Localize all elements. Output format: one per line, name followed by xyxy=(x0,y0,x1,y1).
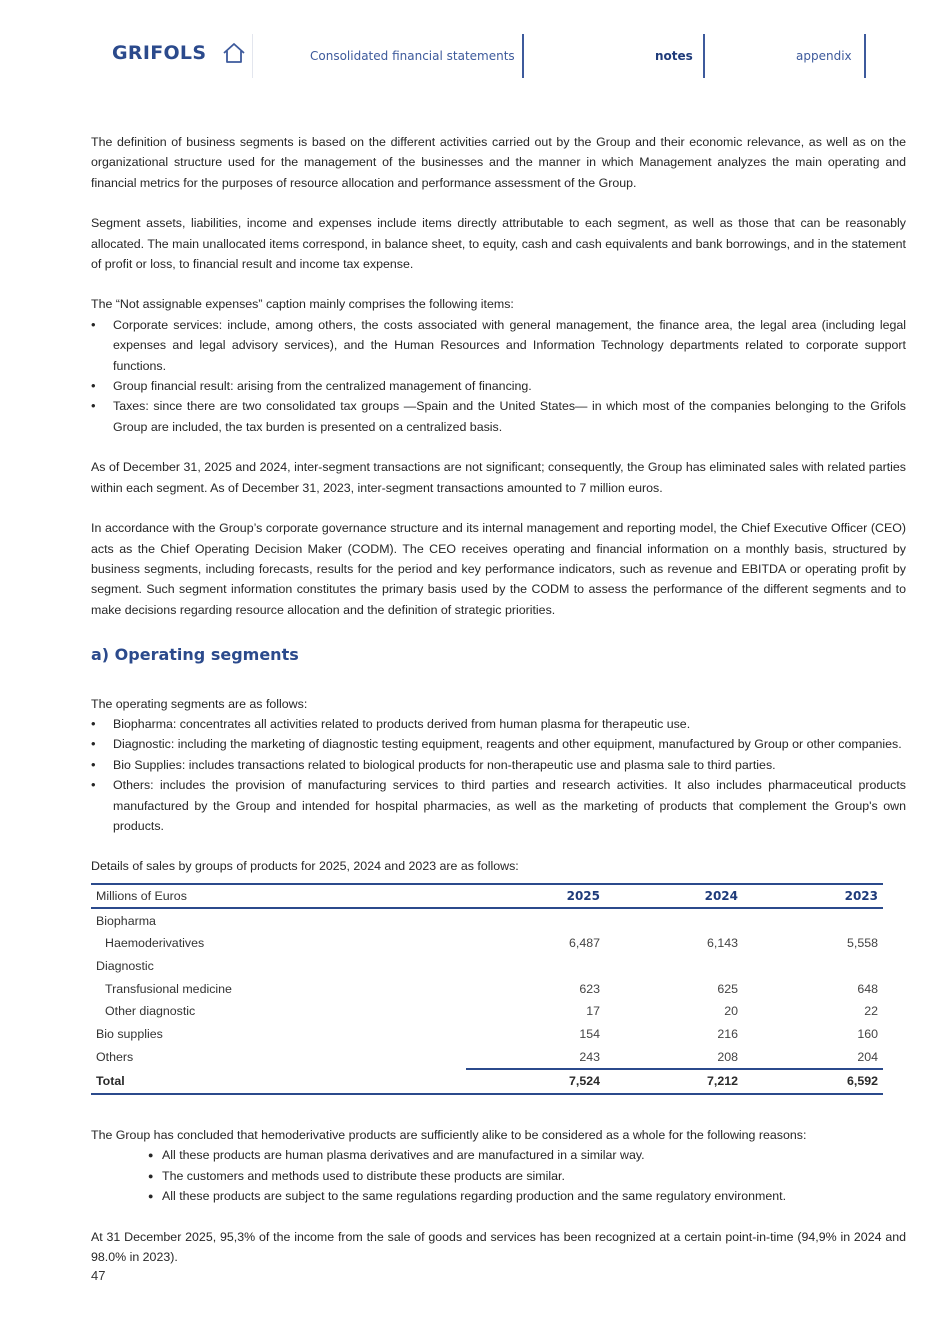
cell-value xyxy=(605,955,743,978)
paragraph-hemoderivative-intro: The Group has concluded that hemoderivative products are sufficiently alike to be considered as a whole for the following reasons: xyxy=(91,1127,807,1142)
total-value: 7,212 xyxy=(605,1069,743,1094)
paragraph-inter-segment: As of December 31, 2025 and 2024, inter-segment transactions are not significant; consequently, the Group has eliminated sales with related parties within each segment. As of December 31, 2023, inter-segment transactions amounted to 7 million euros. xyxy=(91,460,906,495)
cell-value: 17 xyxy=(586,1004,600,1019)
grifols-logo[interactable]: GRIFOLS xyxy=(112,42,207,64)
header-divider xyxy=(864,34,866,78)
operating-segments-list xyxy=(91,714,906,836)
table-row xyxy=(91,932,883,955)
header-divider xyxy=(252,34,253,78)
table-row xyxy=(91,1000,883,1023)
cell-value xyxy=(743,955,883,978)
header-divider xyxy=(522,34,524,78)
row-label: Others xyxy=(96,1050,134,1065)
header-divider xyxy=(703,34,705,78)
paragraph-point-in-time: At 31 December 2025, 95,3% of the income from the sale of goods and services has been recognized at a certain point-in-time (94,9% in 2024 and 98.0% in 2023). xyxy=(91,1229,906,1264)
row-label: Biopharma xyxy=(96,913,156,928)
cell-value: 160 xyxy=(857,1027,878,1042)
cell-value: 625 xyxy=(717,981,738,996)
table-row xyxy=(91,978,883,1001)
total-label: Total xyxy=(91,1069,466,1094)
row-label: Diagnostic xyxy=(96,958,154,973)
cell-value: 204 xyxy=(857,1049,878,1064)
cell-value xyxy=(605,908,743,932)
list-item: ● All these products are human plasma derivatives and are manufactured in a similar way. xyxy=(148,1145,906,1165)
section-heading-operating-segments: a) Operating segments xyxy=(91,645,299,665)
list-item: • Biopharma: concentrates all activities related to products derived from human plasma for therapeutic use. xyxy=(91,714,906,734)
paragraph-not-assignable-intro: The “Not assignable expenses” caption mainly comprises the following items: xyxy=(91,297,514,312)
cell-value xyxy=(743,908,883,932)
table-row xyxy=(91,908,883,932)
cell-value: 243 xyxy=(579,1049,600,1064)
nav-notes[interactable]: notes xyxy=(655,49,693,63)
cell-value: 208 xyxy=(717,1049,738,1064)
total-value: 7,524 xyxy=(466,1069,605,1094)
hemoderivative-reasons-list xyxy=(91,1145,906,1206)
page-number: 47 xyxy=(91,1268,106,1283)
table-row xyxy=(91,1023,883,1046)
list-item: • Others: includes the provision of manufacturing services to third parties and research activities. It also includes pharmaceutical products manufactured by the Group and intended for hospital pharmacies, as well as the marketing of products that complement the Group's own products. xyxy=(91,775,906,836)
cell-value: 22 xyxy=(864,1004,878,1019)
row-label: Other diagnostic xyxy=(105,1004,196,1019)
list-item: • Group financial result: arising from the centralized management of financing. xyxy=(91,376,906,396)
list-item: • Bio Supplies: includes transactions related to biological products for non-therapeutic use and plasma sale to third parties. xyxy=(91,755,906,775)
sales-table xyxy=(91,883,883,1095)
row-label: Transfusional medicine xyxy=(105,981,232,996)
cell-value: 20 xyxy=(724,1004,738,1019)
cell-value xyxy=(466,955,605,978)
list-item: • Taxes: since there are two consolidated tax groups —Spain and the United States— in which most of the companies belonging to the Grifols Group are included, the tax burden is presented on a centralized basis. xyxy=(91,396,906,437)
cell-value xyxy=(466,908,605,932)
year-header: 2023 xyxy=(743,884,883,909)
home-icon[interactable] xyxy=(222,41,246,65)
paragraph-governance: In accordance with the Group’s corporate governance structure and its internal management and reporting model, the Chief Executive Officer (CEO) acts as the Chief Operating Decision Maker (CODM). The CEO receives operating and financial information on a monthly basis, structured by business segments, including forecasts, results for the period and key performance indicators, such as revenue and EBITDA or operating profit by segment. Such segment information constitutes the primary basis used by the CODM to assess the performance of the different segments and to make decisions regarding resource allocation and the definition of strategic priorities. xyxy=(91,521,906,617)
list-item: ● All these products are subject to the same regulations regarding production and the same regulatory environment. xyxy=(148,1186,906,1206)
cell-value: 6,487 xyxy=(568,936,600,951)
table-body xyxy=(91,908,883,1094)
cell-value: 5,558 xyxy=(846,936,878,951)
cell-value: 154 xyxy=(579,1027,600,1042)
cell-value: 623 xyxy=(579,981,600,996)
not-assignable-list xyxy=(91,315,906,437)
table-header-row xyxy=(91,884,883,909)
paragraph-segment-assets: Segment assets, liabilities, income and expenses include items directly attributable to each segment, as well as those that can be reasonably allocated. The main unallocated items correspond, in balance sheet, to equity, cash and cash equivalents and bank borrowings, and in the statement of profit or loss, to financial result and income tax expense. xyxy=(91,216,906,272)
nav-appendix[interactable]: appendix xyxy=(796,49,852,63)
table-caption: Details of sales by groups of products for 2025, 2024 and 2023 are as follows: xyxy=(91,859,519,874)
table-row xyxy=(91,1046,883,1070)
row-label: Bio supplies xyxy=(96,1027,163,1042)
cell-value: 216 xyxy=(717,1027,738,1042)
nav-consolidated-statements[interactable]: Consolidated financial statements xyxy=(310,49,515,63)
total-value: 6,592 xyxy=(743,1069,883,1094)
paragraph-segment-definition: The definition of business segments is based on the different activities carried out by the Group and their economic relevance, as well as on the organizational structure used for the management of the businesses and the manner in which Management analyzes the main operating and financial metrics for the purposes of resource allocation and performance assessment of the Group. xyxy=(91,135,906,190)
list-item: ● The customers and methods used to distribute these products are similar. xyxy=(148,1166,906,1186)
table-total-row xyxy=(91,1069,883,1094)
cell-value: 648 xyxy=(857,981,878,996)
table-row xyxy=(91,955,883,978)
paragraph-segments-intro: The operating segments are as follows: xyxy=(91,696,308,711)
page-header xyxy=(0,0,950,100)
unit-label: Millions of Euros xyxy=(91,884,466,909)
list-item: • Diagnostic: including the marketing of diagnostic testing equipment, reagents and other equipment, manufactured by Group or other companies. xyxy=(91,734,906,754)
year-header: 2024 xyxy=(605,884,743,909)
list-item: • Corporate services: include, among others, the costs associated with general management, the finance area, the legal area (including legal expenses and legal advisory services), and the Human Resources and Information Technology departments related to corporate support functions. xyxy=(91,315,906,376)
cell-value: 6,143 xyxy=(706,936,738,951)
year-header: 2025 xyxy=(466,884,605,909)
page-content xyxy=(91,132,906,1287)
row-label: Haemoderivatives xyxy=(105,936,205,951)
